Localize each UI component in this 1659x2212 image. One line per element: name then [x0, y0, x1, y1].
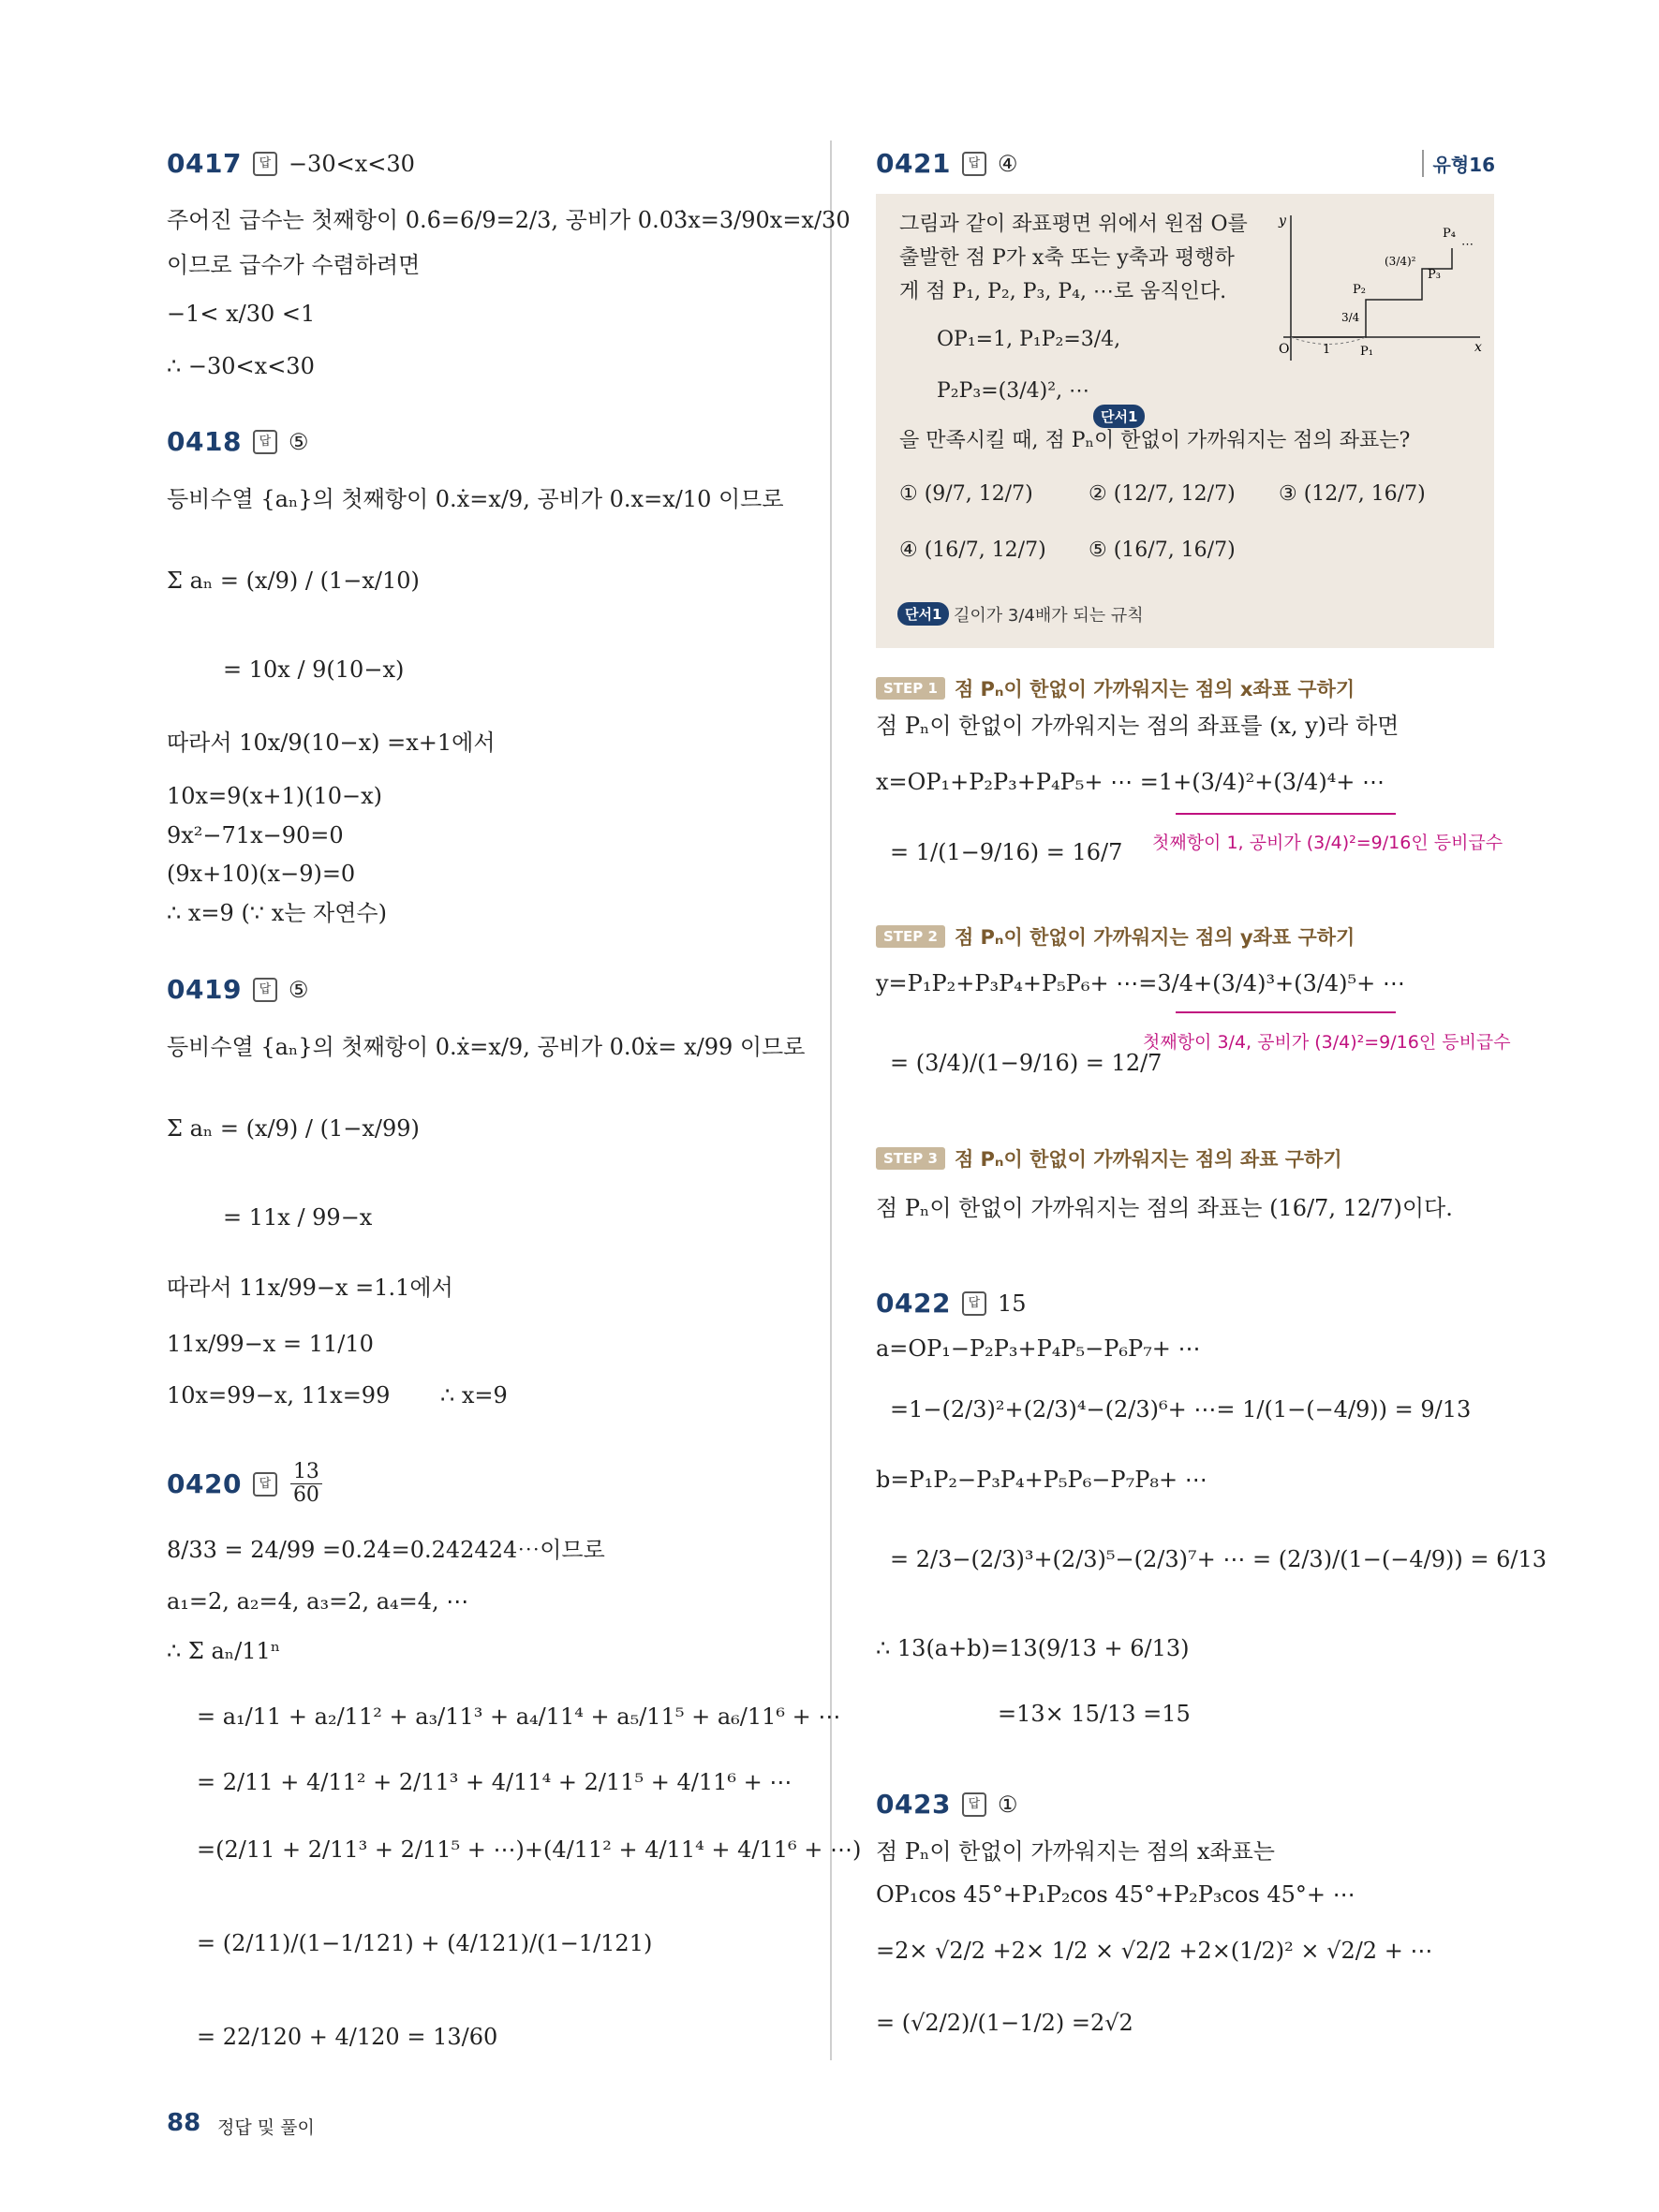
problem-number: 0420	[167, 1468, 242, 1500]
answer-icon: 답	[962, 152, 986, 176]
page-number: 88	[167, 2109, 201, 2137]
answer-icon: 답	[253, 430, 277, 454]
solution-line: b=P₁P₂−P₃P₄+P₅P₆−P₇P₈+ ⋯	[876, 1467, 1207, 1493]
step-badge: STEP 1	[876, 677, 945, 700]
problem-0420-header	[167, 1461, 324, 1507]
step-badge: STEP 3	[876, 1147, 945, 1170]
p2-label: P₂	[1353, 283, 1366, 297]
problem-condition: P₂P₃=(3/4)², ⋯	[937, 379, 1090, 403]
solution-line: 9x²−71x−90=0	[167, 822, 344, 848]
solution-line: a₁=2, a₂=4, a₃=2, a₄=4, ⋯	[167, 1588, 469, 1615]
footer-label: 정답 및 풀이	[217, 2117, 315, 2138]
problem-number: 0423	[876, 1789, 951, 1820]
step-1-header	[876, 674, 1355, 702]
hint-badge: 단서1	[1093, 405, 1145, 428]
p1-label: P₁	[1360, 345, 1373, 359]
step-title: 점 Pₙ이 한없이 가까워지는 점의 좌표 구하기	[954, 1148, 1342, 1171]
solution-line: = 22/120 + 4/120 = 13/60	[197, 2024, 498, 2050]
problem-text: 출발한 점 P가 x축 또는 y축과 평행하	[899, 246, 1235, 270]
p4-label: P₄	[1443, 227, 1456, 241]
solution-line: 주어진 급수는 첫째항이 0.6̇=6/9=2/3, 공비가 0.03̇x=3/90x=x/30	[167, 207, 851, 233]
solution-line: =2× √2/2 +2× 1/2 × √2/2 +2×(1/2)² × √2/2 + ⋯	[876, 1938, 1433, 1964]
choice-5: ⑤ (16/7, 16/7)	[1089, 538, 1236, 562]
three-quarter-sq-label: (3/4)²	[1385, 255, 1416, 268]
solution-line: = (3/4)/(1−9/16) = 12/7	[890, 1050, 1163, 1076]
solution-line: =13× 15/13 =15	[998, 1701, 1191, 1727]
problem-number: 0421	[876, 148, 951, 179]
coordinate-figure	[1274, 211, 1489, 365]
choice-1: ① (9/7, 12/7)	[899, 482, 1033, 506]
problem-0422-header	[876, 1288, 1026, 1319]
step-title: 점 Pₙ이 한없이 가까워지는 점의 x좌표 구하기	[954, 678, 1355, 700]
solution-line: 점 Pₙ이 한없이 가까워지는 점의 좌표를 (x, y)라 하면	[876, 713, 1400, 739]
answer-icon: 답	[253, 978, 277, 1002]
dots-label: ⋯	[1461, 238, 1474, 252]
series-note: 첫째항이 3/4, 공비가 (3/4)²=9/16인 등비급수	[1143, 1032, 1511, 1053]
step-badge: STEP 2	[876, 925, 945, 948]
solution-line: ∴ 13(a+b)=13(9/13 + 6/13)	[876, 1635, 1190, 1661]
column-divider	[830, 140, 832, 2060]
choice-2: ② (12/7, 12/7)	[1089, 482, 1236, 506]
solution-line: 등비수열 {aₙ}의 첫째항이 0.ẋ=x/9, 공비가 0.x=x/10 이므로	[167, 486, 784, 512]
solution-line: =(2/11 + 2/11³ + 2/11⁵ + ⋯)+(4/11² + 4/11⁴ + 4/11⁶ + ⋯)	[197, 1836, 862, 1863]
solution-line: =1−(2/3)²+(2/3)⁴−(2/3)⁶+ ⋯= 1/(1−(−4/9)) = 9/13	[890, 1396, 1472, 1423]
solution-line: = (2/11)/(1−1/121) + (4/121)/(1−1/121)	[197, 1930, 653, 1956]
note-underline	[1176, 813, 1396, 815]
answer-fraction	[290, 1461, 322, 1507]
solution-line: Σ aₙ = (x/9) / (1−x/99)	[167, 1115, 420, 1142]
solution-line: 11x/99−x = 11/10	[167, 1331, 374, 1357]
answer-value: ⑤	[288, 976, 309, 1003]
solution-line: = 10x / 9(10−x)	[223, 656, 405, 683]
x-label: x	[1474, 340, 1482, 355]
problem-0418-header	[167, 426, 308, 457]
p3-label: P₃	[1428, 268, 1441, 282]
solution-line: y=P₁P₂+P₃P₄+P₅P₆+ ⋯=3/4+(3/4)³+(3/4)⁵+ ⋯	[876, 970, 1405, 996]
origin-label: O	[1279, 342, 1290, 357]
solution-line: 이므로 급수가 수렴하려면	[167, 252, 421, 278]
answer-icon: 답	[253, 1472, 277, 1497]
series-note: 첫째항이 1, 공비가 (3/4)²=9/16인 등비급수	[1152, 833, 1503, 853]
solution-line: = 2/3−(2/3)³+(2/3)⁵−(2/3)⁷+ ⋯ = (2/3)/(1−(−4/9)) = 6/13	[890, 1546, 1547, 1572]
problem-text: 게 점 P₁, P₂, P₃, P₄, ⋯로 움직인다.	[899, 280, 1227, 303]
solution-line: ∴ x=9 (∵ x는 자연수)	[167, 900, 387, 926]
numerator: 13	[290, 1461, 322, 1484]
three-quarter-label: 3/4	[1341, 311, 1360, 324]
solution-line: = a₁/11 + a₂/11² + a₃/11³ + a₄/11⁴ + a₅/11⁵ + a₆/11⁶ + ⋯	[197, 1703, 841, 1730]
problem-condition: OP₁=1, P₁P₂=3/4,	[937, 328, 1121, 351]
solution-line: 점 Pₙ이 한없이 가까워지는 점의 x좌표는	[876, 1838, 1275, 1865]
solution-line: −1< x/30 <1	[167, 301, 316, 327]
answer-icon: 답	[962, 1291, 986, 1316]
solution-line: a=OP₁−P₂P₃+P₄P₅−P₆P₇+ ⋯	[876, 1335, 1201, 1362]
problem-text: 을 만족시킬 때, 점 Pₙ이 한없이 가까워지는 점의 좌표는?	[899, 429, 1411, 452]
solution-line: = 2/11 + 4/11² + 2/11³ + 4/11⁴ + 2/11⁵ + 4/11⁶ + ⋯	[197, 1769, 792, 1795]
solution-line: = (√2/2)/(1−1/2) =2√2	[876, 2010, 1133, 2036]
choice-3: ③ (12/7, 16/7)	[1279, 482, 1426, 506]
solution-line: = 11x / 99−x	[223, 1204, 373, 1231]
problem-0423-header	[876, 1789, 1017, 1820]
step-3-header	[876, 1144, 1342, 1172]
solution-line: (9x+10)(x−9)=0	[167, 861, 356, 887]
solution-line: 따라서 10x/9(10−x) =x+1에서	[167, 730, 496, 756]
hint-note: 길이가 3/4배가 되는 규칙	[954, 606, 1144, 626]
step-2-header	[876, 922, 1355, 951]
step-title: 점 Pₙ이 한없이 가까워지는 점의 y좌표 구하기	[954, 926, 1355, 949]
answer-value: −30<x<30	[288, 150, 415, 177]
path-polyline	[1291, 248, 1452, 337]
solution-line: Σ aₙ = (x/9) / (1−x/10)	[167, 568, 420, 594]
solution-line: x=OP₁+P₂P₃+P₄P₅+ ⋯ =1+(3/4)²+(3/4)⁴+ ⋯	[876, 769, 1385, 795]
choice-4: ④ (16/7, 12/7)	[899, 538, 1046, 562]
problem-0419-header	[167, 974, 308, 1005]
denominator: 60	[292, 1483, 319, 1508]
problem-number: 0417	[167, 148, 242, 179]
solution-line: 따라서 11x/99−x =1.1에서	[167, 1275, 453, 1301]
solution-line: ∴ Σ aₙ/11ⁿ	[167, 1638, 281, 1664]
solution-line: 점 Pₙ이 한없이 가까워지는 점의 좌표는 (16/7, 12/7)이다.	[876, 1195, 1453, 1221]
solution-line: ∴ x=9	[440, 1382, 508, 1408]
problem-text: 그림과 같이 좌표평면 위에서 원점 O를	[899, 213, 1248, 236]
solution-line: = 1/(1−9/16) = 16/7	[890, 839, 1123, 865]
solution-line: 10x=99−x, 11x=99	[167, 1382, 391, 1408]
solution-line: 8/33 = 24/99 =0.2̇4̇=0.242424⋯이므로	[167, 1537, 605, 1563]
note-underline	[1176, 1011, 1396, 1013]
hint-badge: 단서1	[897, 602, 949, 626]
answer-value: ④	[997, 150, 1018, 177]
solution-line: OP₁cos 45°+P₁P₂cos 45°+P₂P₃cos 45°+ ⋯	[876, 1881, 1355, 1908]
solution-line: ∴ −30<x<30	[167, 353, 315, 379]
answer-icon: 답	[962, 1792, 986, 1817]
y-label: y	[1279, 214, 1286, 229]
answer-value: ⑤	[288, 428, 309, 455]
solution-line: 등비수열 {aₙ}의 첫째항이 0.ẋ=x/9, 공비가 0.0̇ẋ= x/99 이므로	[167, 1034, 806, 1060]
answer-value: ①	[997, 1791, 1018, 1818]
problem-0417-header	[167, 148, 415, 179]
problem-number: 0418	[167, 426, 242, 457]
solution-line: 10x=9(x+1)(10−x)	[167, 783, 383, 809]
problem-number: 0422	[876, 1288, 951, 1319]
one-label: 1	[1323, 343, 1331, 357]
problem-0421-header	[876, 148, 1017, 179]
answer-icon: 답	[253, 152, 277, 176]
problem-number: 0419	[167, 974, 242, 1005]
problem-type-tag: 유형16	[1422, 150, 1495, 177]
answer-value: 15	[997, 1290, 1027, 1317]
